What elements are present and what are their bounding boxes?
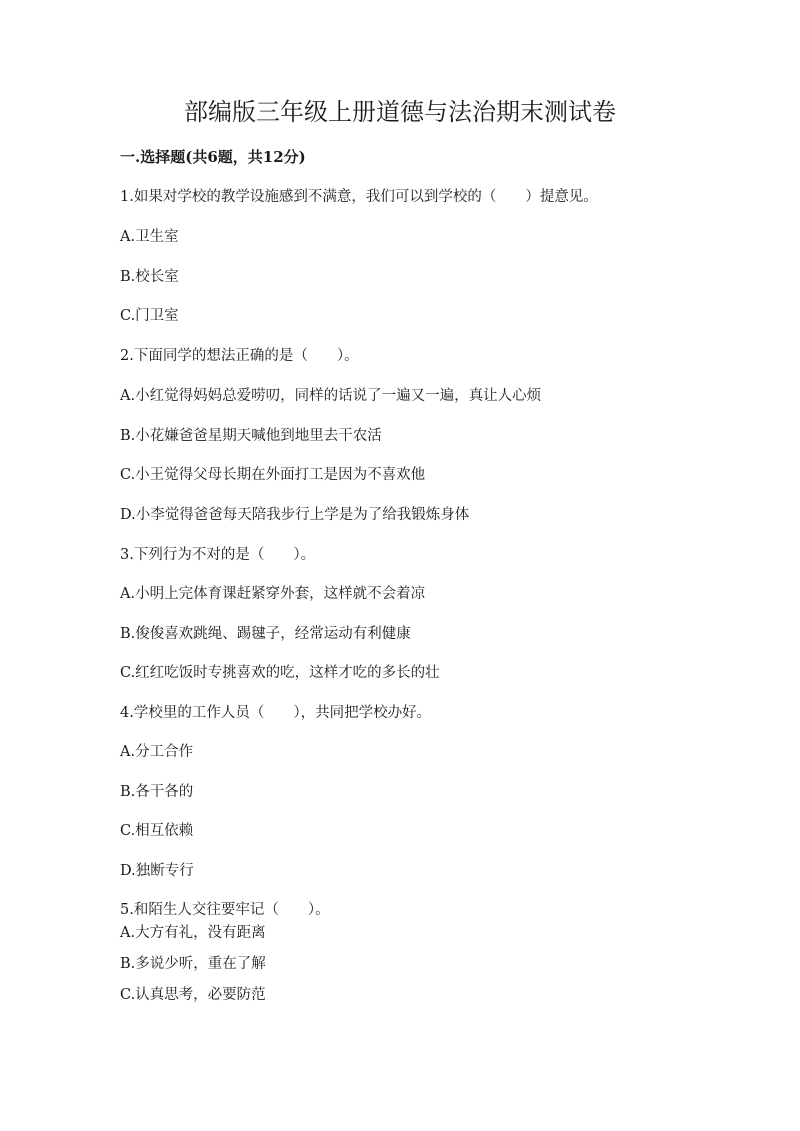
question-1-option-b: B.校长室 (120, 269, 179, 285)
question-2-option-b: B.小花嫌爸爸星期天喊他到地里去干农活 (120, 428, 382, 444)
question-3-stem: 3.下列行为不对的是（ ）。 (120, 547, 316, 563)
question-1-stem: 1.如果对学校的教学设施感到不满意，我们可以到学校的（ ）提意见。 (120, 189, 598, 205)
question-5-stem: 5.和陌生人交往要牢记（ ）。 (120, 902, 330, 918)
question-4-option-d: D.独断专行 (120, 863, 194, 879)
question-5-option-b: B.多说少听，重在了解 (120, 956, 266, 972)
question-5-option-a: A.大方有礼，没有距离 (120, 925, 266, 941)
question-1-option-a: A.卫生室 (120, 229, 179, 245)
question-3-option-a: A.小明上完体育课赶紧穿外套，这样就不会着凉 (120, 586, 426, 602)
question-2-option-d: D.小李觉得爸爸每天陪我步行上学是为了给我锻炼身体 (120, 507, 470, 523)
question-3-option-c: C.红红吃饭时专挑喜欢的吃，这样才吃的多长的壮 (120, 665, 440, 681)
question-2-option-a: A.小红觉得妈妈总爱唠叨，同样的话说了一遍又一遍，真让人心烦 (120, 388, 542, 404)
question-1-option-c: C.门卫室 (120, 308, 179, 324)
question-5-option-c: C.认真思考，必要防范 (120, 987, 266, 1003)
question-4-option-b: B.各干各的 (120, 784, 194, 800)
question-3-option-b: B.俊俊喜欢跳绳、踢毽子，经常运动有利健康 (120, 626, 411, 642)
question-4-stem: 4.学校里的工作人员（ ），共同把学校办好。 (120, 705, 432, 721)
question-4-option-a: A.分工合作 (120, 744, 194, 760)
question-4-option-c: C.相互依赖 (120, 823, 194, 839)
question-2-option-c: C.小王觉得父母长期在外面打工是因为不喜欢他 (120, 467, 426, 483)
section-heading: 一.选择题(共6题，共12分) (120, 148, 306, 166)
page-title: 部编版三年级上册道德与法治期末测试卷 (184, 98, 616, 126)
question-2-stem: 2.下面同学的想法正确的是（ ）。 (120, 348, 359, 364)
